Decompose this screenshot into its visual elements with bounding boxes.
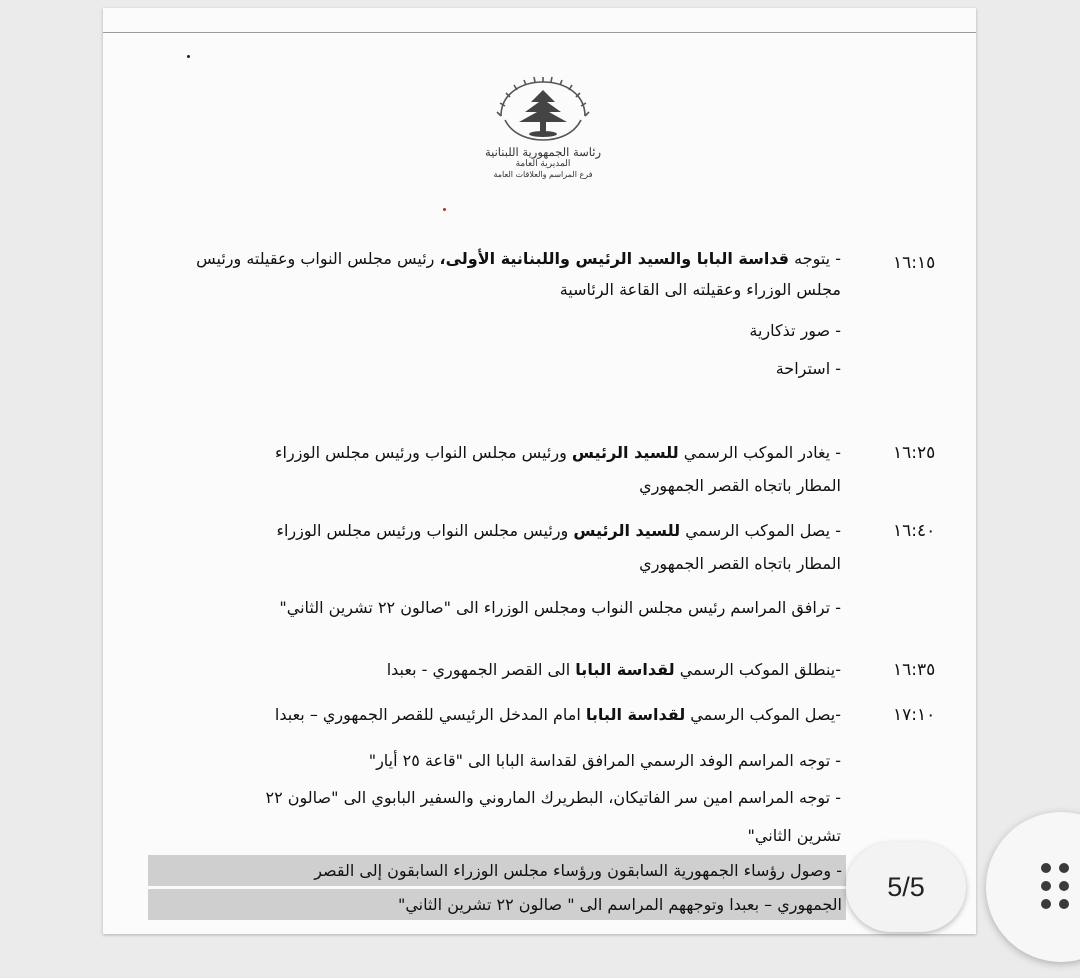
schedule-text: المطار باتجاه القصر الجمهوري — [639, 554, 841, 573]
schedule-line — [749, 315, 841, 346]
schedule-text: الى القصر الجمهوري - بعبدا — [386, 660, 576, 679]
schedule-text: تشرين الثاني" — [747, 826, 841, 845]
schedule-text: الجمهوري – بعبدا وتوجههم المراسم الى " صالون ٢٢ تشرين الثاني" — [397, 895, 842, 914]
schedule-line — [275, 699, 841, 730]
schedule-time: ١٦:٤٠ — [893, 521, 936, 541]
schedule-time: ١٦:١٥ — [893, 253, 936, 273]
schedule-text: رئيس مجلس النواب وعقيلته ورئيس — [196, 249, 440, 268]
schedule-time: ١٧:١٠ — [893, 705, 936, 725]
schedule-text: - يصل الموكب الرسمي — [680, 521, 841, 540]
schedule-time: ١٦:٢٥ — [893, 443, 936, 463]
schedule-text: امام المدخل الرئيسي للقصر الجمهوري – بعبدا — [274, 705, 586, 724]
schedule-line — [748, 820, 841, 851]
schedule-line — [639, 548, 841, 579]
schedule-line — [639, 470, 841, 501]
schedule-text: - يغادر الموكب الرسمي — [678, 443, 841, 462]
schedule-text: ورئيس مجلس النواب ورئيس مجلس الوزراء — [276, 521, 574, 540]
document-page — [103, 8, 976, 934]
schedule-line — [369, 745, 841, 776]
schedule-line — [276, 515, 841, 546]
page-indicator[interactable] — [846, 842, 966, 932]
schedule-bold-text: لقداسة البابا — [585, 705, 686, 724]
schedule-text: المطار باتجاه القصر الجمهوري — [639, 476, 841, 495]
schedule-text: ورئيس مجلس النواب ورئيس مجلس الوزراء — [275, 443, 572, 462]
page-top-rule — [103, 32, 976, 33]
schedule-text: مجلس الوزراء وعقيلته الى القاعة الرئاسية — [559, 280, 841, 299]
schedule-line — [387, 654, 841, 685]
department-name: فرع المراسم والعلاقات العامة — [493, 169, 593, 179]
grid-dots-icon — [1041, 863, 1073, 909]
page-indicator-label: 5/5 — [887, 871, 925, 902]
schedule-line — [279, 592, 841, 623]
schedule-bold-text: للسيد الرئيس — [571, 443, 679, 462]
schedule-line — [266, 782, 842, 813]
schedule-line — [148, 889, 846, 920]
schedule-line — [148, 855, 846, 886]
grid-view-button[interactable] — [986, 812, 1080, 962]
scan-speck — [187, 55, 190, 58]
schedule-text: - ترافق المراسم رئيس مجلس النواب ومجلس الوزراء الى "صالون ٢٢ تشرين الثاني" — [279, 598, 841, 617]
cedar-emblem-icon — [495, 76, 591, 144]
directorate-name: المديرية العامة — [515, 159, 571, 170]
schedule-text: - توجه المراسم الوفد الرسمي المرافق لقداسة البابا الى "قاعة ٢٥ أيار" — [368, 751, 841, 770]
schedule-text: - يتوجه — [789, 249, 841, 268]
schedule-line — [560, 274, 841, 305]
schedule-text: - وصول رؤساء الجمهورية السابقون ورؤساء مجلس الوزراء السابقون إلى القصر — [314, 861, 842, 880]
office-name: رئاسة الجمهورية اللبنانية — [484, 145, 602, 159]
schedule-text: - صور تذكارية — [749, 321, 841, 340]
schedule-line — [275, 437, 841, 468]
schedule-time: ١٦:٣٥ — [893, 660, 936, 680]
schedule-text: -ينطلق الموكب الرسمي — [674, 660, 841, 679]
schedule-line — [196, 243, 841, 274]
schedule-bold-text: قداسة البابا والسيد الرئيس واللبنانية الأولى، — [439, 249, 790, 268]
schedule-text: - توجه المراسم امين سر الفاتيكان، البطريرك الماروني والسفير البابوي الى "صالون ٢٢ — [265, 788, 841, 807]
schedule-line — [776, 353, 841, 384]
schedule-bold-text: لقداسة البابا — [575, 660, 675, 679]
schedule-text: - استراحة — [775, 359, 841, 378]
schedule-text: -يصل الموكب الرسمي — [685, 705, 841, 724]
letterhead — [353, 76, 733, 179]
schedule-bold-text: للسيد الرئيس — [573, 521, 681, 540]
scan-speck — [443, 208, 446, 211]
